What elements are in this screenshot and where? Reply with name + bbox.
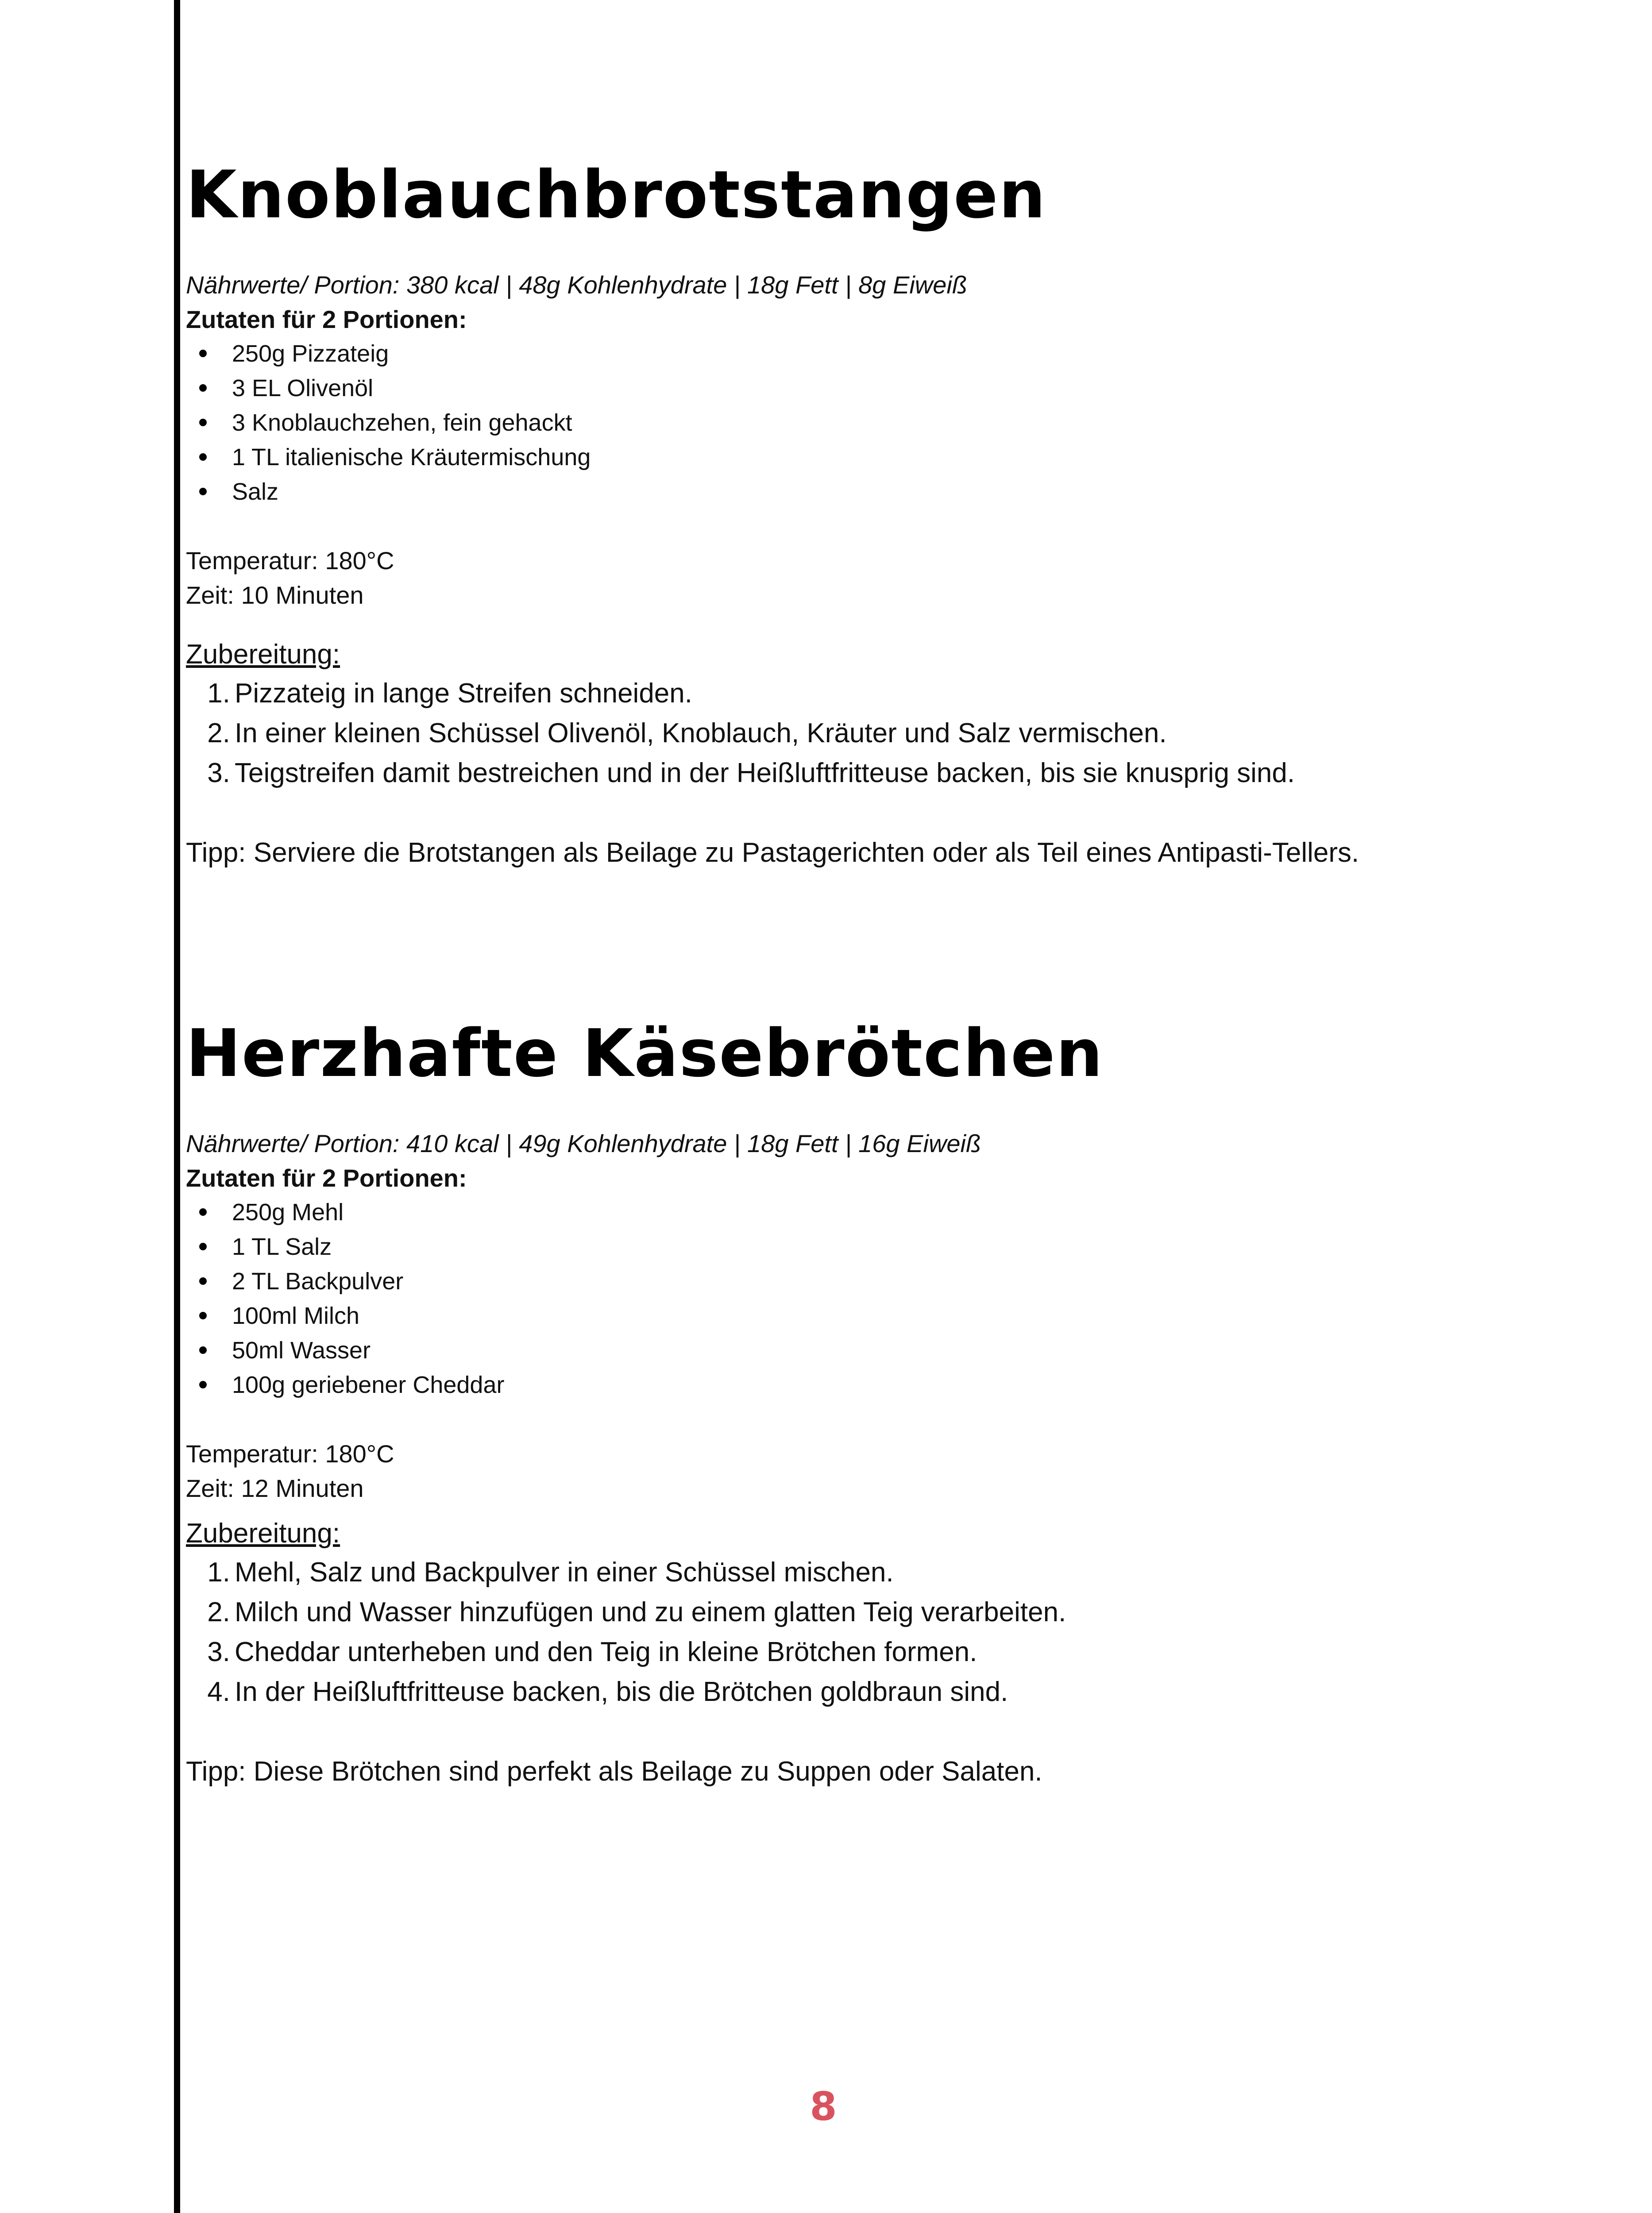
bullet-icon bbox=[199, 488, 207, 495]
step-text: Pizzateig in lange Streifen schneiden. bbox=[235, 678, 692, 709]
step-item bbox=[186, 1672, 1580, 1712]
step-text: In einer kleinen Schüssel Olivenöl, Knoblauch, Kräuter und Salz vermischen. bbox=[235, 718, 1167, 748]
ingredients-heading: Zutaten für 2 Portionen: bbox=[186, 305, 467, 333]
ingredient-item bbox=[186, 1299, 1580, 1333]
step-text: Teigstreifen damit bestreichen und in der Heißluftfritteuse backen, bis sie knusprig sind. bbox=[235, 758, 1295, 788]
temperature: Temperatur: 180°C bbox=[186, 547, 394, 574]
ingredient-text: 1 TL italienische Kräutermischung bbox=[232, 444, 591, 470]
bullet-icon bbox=[199, 419, 207, 426]
step-number: 2. bbox=[207, 1597, 230, 1627]
nutrition-info: Nährwerte/ Portion: 380 kcal | 48g Kohlenhydrate | 18g Fett | 8g Eiweiß bbox=[186, 271, 968, 299]
bullet-icon bbox=[199, 453, 207, 461]
step-item bbox=[186, 713, 1580, 753]
ingredient-text: 250g Mehl bbox=[232, 1199, 344, 1226]
bullet-icon bbox=[199, 1243, 207, 1250]
step-number: 1. bbox=[207, 678, 230, 709]
ingredient-item bbox=[186, 1264, 1580, 1299]
step-text: Mehl, Salz und Backpulver in einer Schüssel mischen. bbox=[235, 1557, 894, 1588]
ingredient-item bbox=[186, 474, 1580, 509]
recipe-herzhafte-kaesebroetchen bbox=[186, 1009, 1580, 1792]
step-number: 3. bbox=[207, 1637, 230, 1667]
ingredient-item bbox=[186, 440, 1580, 474]
recipe-title: Knoblauchbrotstangen bbox=[186, 157, 1046, 233]
page-number: 8 bbox=[810, 2084, 837, 2129]
step-number: 4. bbox=[207, 1677, 230, 1707]
ingredient-text: 100g geriebener Cheddar bbox=[232, 1372, 505, 1398]
step-text: In der Heißluftfritteuse backen, bis die Brötchen goldbraun sind. bbox=[235, 1677, 1008, 1707]
ingredients-heading: Zutaten für 2 Portionen: bbox=[186, 1164, 467, 1192]
recipe-title: Herzhafte Käsebrötchen bbox=[186, 1015, 1104, 1091]
temperature: Temperatur: 180°C bbox=[186, 1440, 394, 1468]
bullet-icon bbox=[199, 1312, 207, 1319]
step-item bbox=[186, 1592, 1580, 1632]
step-text: Cheddar unterheben und den Teig in kleine Brötchen formen. bbox=[235, 1637, 977, 1667]
ingredient-item bbox=[186, 336, 1580, 371]
ingredient-text: 1 TL Salz bbox=[232, 1234, 332, 1260]
tip-text: Tipp: Serviere die Brotstangen als Beilage zu Pastagerichten oder als Teil eines Antipasti-Tellers. bbox=[186, 837, 1359, 868]
bullet-icon bbox=[199, 384, 207, 392]
bullet-icon bbox=[199, 1208, 207, 1216]
nutrition-info: Nährwerte/ Portion: 410 kcal | 49g Kohlenhydrate | 18g Fett | 16g Eiweiß bbox=[186, 1130, 981, 1157]
left-margin-rule bbox=[174, 0, 180, 2213]
preparation-heading: Zubereitung: bbox=[186, 1518, 340, 1549]
ingredient-text: 2 TL Backpulver bbox=[232, 1268, 404, 1295]
ingredient-item bbox=[186, 1333, 1580, 1368]
bullet-icon bbox=[199, 1381, 207, 1388]
step-text: Milch und Wasser hinzufügen und zu einem glatten Teig verarbeiten. bbox=[235, 1597, 1066, 1627]
ingredient-text: Salz bbox=[232, 478, 279, 505]
preparation-heading: Zubereitung: bbox=[186, 639, 340, 670]
ingredient-item bbox=[186, 1368, 1580, 1402]
ingredient-text: 50ml Wasser bbox=[232, 1337, 371, 1364]
step-item bbox=[186, 1553, 1580, 1592]
ingredient-text: 250g Pizzateig bbox=[232, 340, 389, 367]
ingredient-text: 3 Knoblauchzehen, fein gehackt bbox=[232, 409, 572, 436]
bullet-icon bbox=[199, 1346, 207, 1354]
step-number: 3. bbox=[207, 758, 230, 788]
step-number: 1. bbox=[207, 1557, 230, 1588]
ingredient-text: 3 EL Olivenöl bbox=[232, 375, 374, 401]
recipe-knoblauchbrotstangen bbox=[186, 150, 1580, 873]
bullet-icon bbox=[199, 1277, 207, 1285]
preparation-steps bbox=[186, 1553, 1580, 1712]
ingredients-list bbox=[186, 1195, 1580, 1402]
step-number: 2. bbox=[207, 718, 230, 748]
step-item bbox=[186, 753, 1580, 793]
ingredient-item bbox=[186, 371, 1580, 405]
ingredients-list bbox=[186, 336, 1580, 509]
cooking-time: Zeit: 12 Minuten bbox=[186, 1474, 364, 1502]
tip-text: Tipp: Diese Brötchen sind perfekt als Beilage zu Suppen oder Salaten. bbox=[186, 1756, 1042, 1787]
cooking-time: Zeit: 10 Minuten bbox=[186, 581, 364, 609]
ingredient-item bbox=[186, 1195, 1580, 1230]
ingredient-item bbox=[186, 1230, 1580, 1264]
step-item bbox=[186, 1632, 1580, 1672]
ingredient-item bbox=[186, 405, 1580, 440]
preparation-steps bbox=[186, 674, 1580, 793]
bullet-icon bbox=[199, 350, 207, 357]
ingredient-text: 100ml Milch bbox=[232, 1303, 360, 1329]
step-item bbox=[186, 674, 1580, 713]
